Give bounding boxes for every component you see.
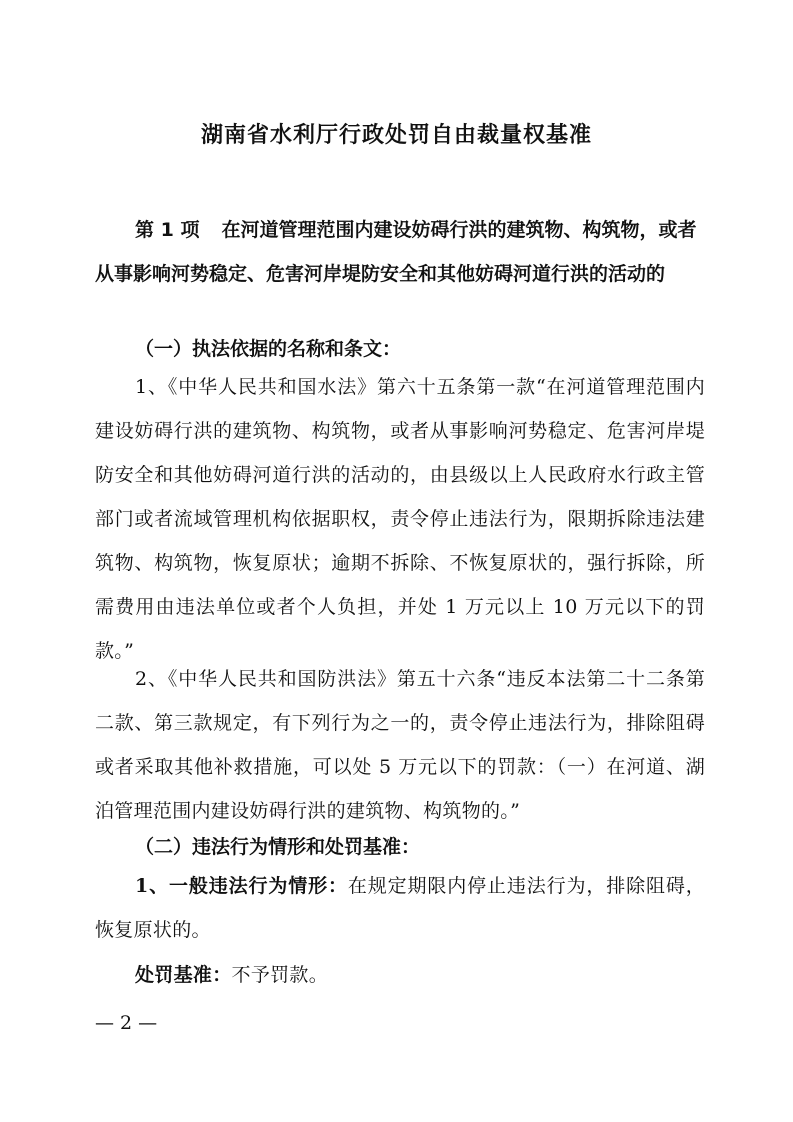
case-general-violation	[95, 864, 705, 952]
case-lead: 1、一般违法行为情形：	[135, 875, 348, 897]
penalty-standard	[95, 953, 705, 997]
item-heading	[95, 208, 705, 296]
section-heading-legal-basis: （一）执法依据的名称和条文：	[135, 338, 402, 360]
law-clause-flood-law: 2、《中华人民共和国防洪法》第五十六条“违反本法第二十二条第二款、第三款规定，有下列行为之一的，责令停止违法行为，排除阻碍或者采取其他补救措施，可以处 5 万元以下的罚款：（一）在河道、湖泊管理范围内建设妨碍行洪的建筑物、构筑物的。”	[95, 668, 705, 822]
penalty-lead: 处罚基准：	[135, 964, 232, 986]
section-heading-penalty-standard: （二）违法行为情形和处罚基准：	[135, 836, 421, 858]
item-number: 第 1 项	[135, 219, 200, 241]
law-clause-water-law: 1、《中华人民共和国水法》第六十五条第一款“在河道管理范围内建设妨碍行洪的建筑物、构筑物，或者从事影响河势稳定、危害河岸堤防安全和其他妨碍河道行洪的活动的，由县级以上人民政府水行政主管部门或者流域管理机构依据职权，责令停止违法行为，限期拆除违法建筑物、构筑物，恢复原状；逾期不拆除、不恢复原状的，强行拆除，所需费用由违法单位或者个人负担，并处 1 万元以上 10 万元以下的罚款。”	[95, 376, 705, 662]
case-text: 在规定期限内停止违法行为，排除阻碍，恢复原状的。	[95, 875, 705, 941]
item-title: 在河道管理范围内建设妨碍行洪的建筑物、构筑物，或者从事影响河势稳定、危害河岸堤防安全和其他妨碍河道行洪的活动的	[95, 219, 697, 285]
penalty-text: 不予罚款。	[231, 964, 329, 986]
page-number: — 2 —	[95, 1012, 158, 1034]
document-title: 湖南省水利厅行政处罚自由裁量权基准	[200, 123, 592, 148]
